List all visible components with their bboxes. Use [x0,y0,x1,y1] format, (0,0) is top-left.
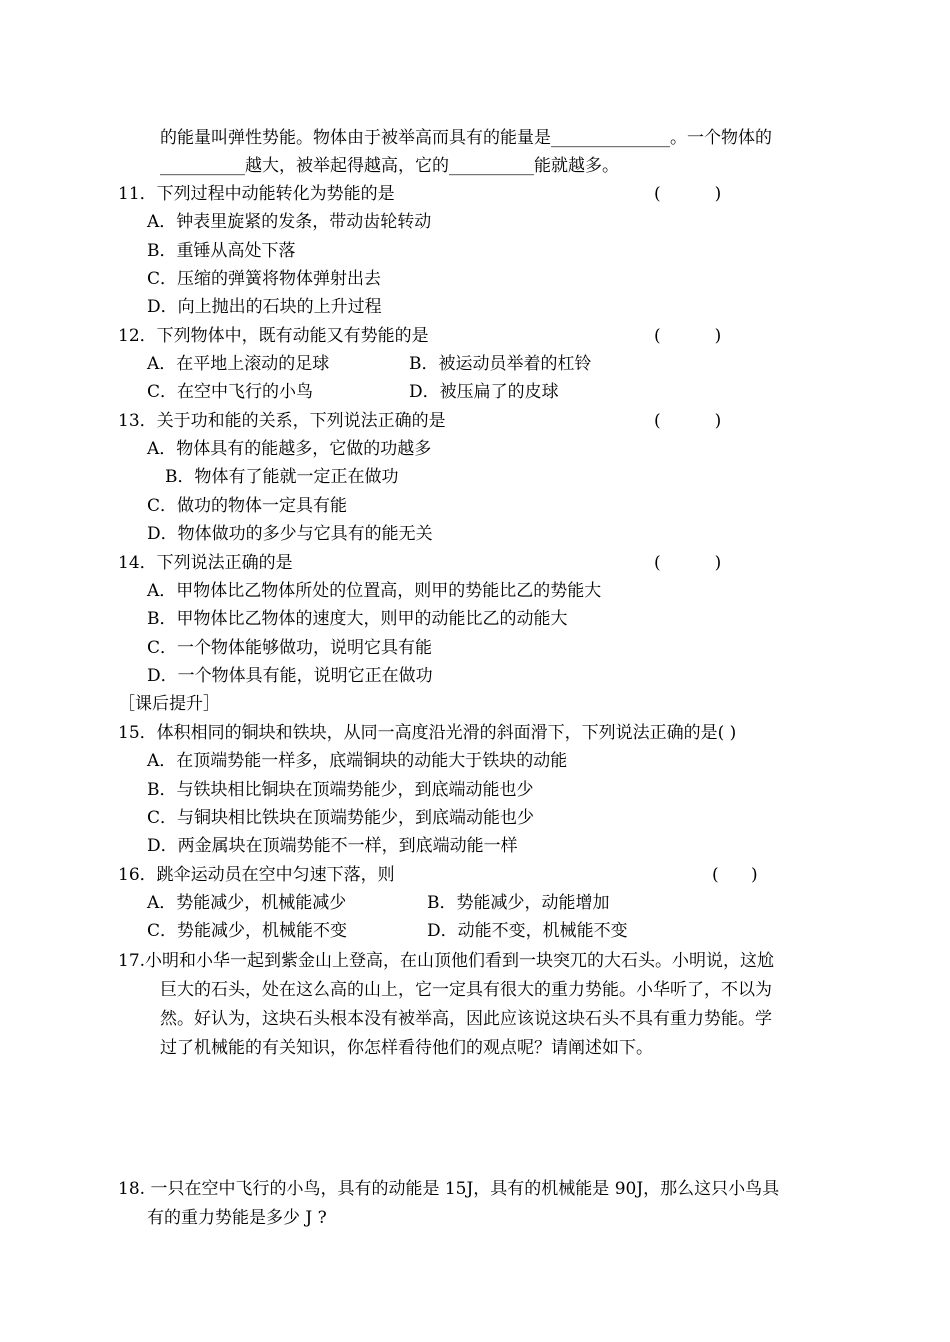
q15-option-b: B．与铁块相比铜块在顶端势能少，到底端动能也少 [147,780,534,800]
q11-answer-paren: ( ) [654,184,722,204]
q15-option-a: A．在顶端势能一样多，底端铜块的动能大于铁块的动能 [147,751,568,771]
q12-option-d: D．被压扁了的皮球 [409,382,559,402]
q14-option-d: D．一个物体具有能，说明它正在做功 [147,666,433,686]
q16-option-c: C．势能减少，机械能不变 [147,921,348,941]
q14-stem: 14．下列说法正确的是 [118,553,293,573]
q16-option-d: D．动能不变，机械能不变 [427,921,628,941]
q13-option-c: C．做功的物体一定具有能 [147,496,348,516]
q11-option-c: C．压缩的弹簧将物体弹射出去 [147,269,382,289]
q17-line-3: 然。好认为，这块石头根本没有被举高，因此应该说这块石头不具有重力势能。学 [160,1009,772,1029]
intro-line-1: 的能量叫弹性势能。物体由于被举高而具有的能量是______________。一个物体的 [160,128,772,148]
q16-option-b: B．势能减少，动能增加 [427,893,610,913]
q13-option-b: B．物体有了能就一定正在做功 [165,467,399,487]
intro-line-2: __________越大，被举起得越高，它的__________能就越多。 [160,156,619,176]
q11-option-d: D．向上抛出的石块的上升过程 [147,297,382,317]
q13-stem: 13．关于功和能的关系，下列说法正确的是 [118,411,446,431]
q15-stem: 15．体积相同的铜块和铁块，从同一高度沿光滑的斜面滑下，下列说法正确的是( ) [118,723,737,743]
q14-option-a: A．甲物体比乙物体所处的位置高，则甲的势能比乙的势能大 [147,581,602,601]
section-heading: ［课后提升］ [118,694,220,714]
q13-answer-paren: ( ) [654,411,722,431]
q13-option-a: A．物体具有的能越多，它做的功越多 [147,439,432,459]
q17-line-4: 过了机械能的有关知识，你怎样看待他们的观点呢？请阐述如下。 [160,1038,653,1058]
q12-answer-paren: ( ) [654,326,722,346]
q11-option-a: A．钟表里旋紧的发条，带动齿轮转动 [147,212,432,232]
q15-option-c: C．与铜块相比铁块在顶端势能少，到底端动能也少 [147,808,535,828]
q11-stem: 11．下列过程中动能转化为势能的是 [118,184,395,204]
q14-answer-paren: ( ) [654,553,722,573]
q13-option-d: D．物体做功的多少与它具有的能无关 [147,524,433,544]
q16-stem: 16．跳伞运动员在空中匀速下落，则 [118,865,395,885]
q16-option-a: A．势能减少，机械能减少 [147,893,347,913]
q12-option-a: A．在平地上滚动的足球 [147,354,330,374]
q12-option-b: B．被运动员举着的杠铃 [409,354,592,374]
q12-option-c: C．在空中飞行的小鸟 [147,382,314,402]
q17-line-2: 巨大的石头，处在这么高的山上，它一定具有很大的重力势能。小华听了，不以为 [160,980,772,1000]
q14-option-b: B．甲物体比乙物体的速度大，则甲的动能比乙的动能大 [147,609,568,629]
q17-line-1: 17.小明和小华一起到紫金山上登高，在山顶他们看到一块突兀的大石头。小明说，这尬 [118,951,775,971]
q15-option-d: D．两金属块在顶端势能不一样，到底端动能一样 [147,836,518,856]
q12-stem: 12．下列物体中，既有动能又有势能的是 [118,326,429,346]
q16-answer-paren: ( ) [712,865,758,885]
q18-line-1: 18. 一只在空中飞行的小鸟，具有的动能是 15J，具有的机械能是 90J，那么这只小鸟具 [118,1179,780,1199]
q18-line-2: 有的重力势能是多少 J ? [147,1208,327,1228]
q11-option-b: B．重锤从高处下落 [147,241,296,261]
q14-option-c: C．一个物体能够做功，说明它具有能 [147,638,433,658]
